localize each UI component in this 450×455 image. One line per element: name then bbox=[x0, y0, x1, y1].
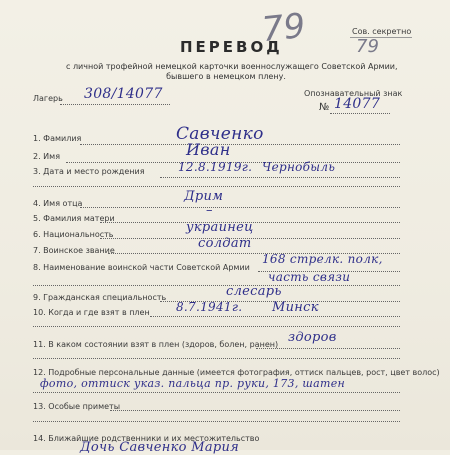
id-tag-value: 14077 bbox=[334, 96, 381, 112]
field-personal-data-value: фото, оттиск указ. пальца пр. руки, 173, шатен bbox=[40, 377, 346, 390]
id-tag-label: Опознавательный знак bbox=[304, 89, 403, 98]
field-unit-value-2: часть связи bbox=[268, 270, 351, 284]
field-birth-label: 3. Дата и место рождения bbox=[33, 167, 145, 176]
secrecy-mark: Сов. секретно bbox=[352, 27, 412, 36]
field-rank-label: 7. Воинское звание bbox=[33, 246, 115, 255]
pencil-corner-number: 79 bbox=[356, 36, 379, 57]
field-capture-rule bbox=[150, 316, 400, 317]
field-special-marks-rule bbox=[110, 410, 400, 411]
field-personal-data-rule bbox=[33, 392, 400, 393]
id-tag-rule bbox=[330, 113, 390, 114]
field-condition-label: 11. В каком состоянии взят в плен (здоров, болен, ранен) bbox=[33, 340, 279, 349]
field-father-rule bbox=[80, 207, 400, 208]
field-nationality-value: украинец bbox=[186, 220, 254, 235]
field-mother-value: – bbox=[206, 203, 213, 218]
field-special-marks-rule-2 bbox=[33, 421, 400, 422]
field-birth-date-value: 12.8.1919г. bbox=[178, 160, 253, 174]
camp-rule bbox=[60, 104, 170, 105]
field-birth-rule-2 bbox=[33, 186, 400, 187]
field-profession-label: 9. Гражданская специальность bbox=[33, 293, 167, 302]
field-father-value: Дрим bbox=[184, 189, 224, 204]
field-name-value: Иван bbox=[186, 140, 231, 159]
field-surname-label: 1. Фамилия bbox=[33, 134, 82, 143]
field-mother-label: 5. Фамилия матери bbox=[33, 214, 115, 223]
field-rank-value: солдат bbox=[198, 236, 252, 251]
field-capture-label: 10. Когда и где взят в плен bbox=[33, 308, 150, 317]
field-unit-value: 168 стрелк. полк, bbox=[262, 252, 383, 266]
page-title: ПЕРЕВОД bbox=[180, 38, 283, 56]
field-capture-place-value: Минск bbox=[272, 300, 319, 315]
field-name-label: 2. Имя bbox=[33, 152, 61, 161]
field-capture-rule-2 bbox=[33, 326, 400, 327]
pencil-number: 79 bbox=[260, 5, 308, 51]
camp-value: 308/14077 bbox=[84, 86, 163, 102]
field-birth-place-value: Чернобыль bbox=[262, 160, 336, 174]
field-unit-rule-2 bbox=[33, 285, 400, 286]
field-surname-value: Савченко bbox=[176, 124, 264, 144]
field-condition-rule-2 bbox=[33, 358, 400, 359]
field-unit-rule bbox=[258, 271, 400, 272]
field-relatives-value: Дочь Савченко Мария bbox=[80, 440, 240, 455]
camp-label: Лагерь bbox=[33, 94, 63, 103]
field-condition-rule bbox=[256, 348, 400, 349]
field-special-marks-label: 13. Особые приметы bbox=[33, 402, 121, 411]
field-capture-date-value: 8.7.1941г. bbox=[176, 300, 243, 314]
field-relatives-label: 14. Ближайшие родственники и их местожительство bbox=[33, 434, 260, 443]
field-surname-rule bbox=[80, 144, 400, 145]
field-nationality-label: 6. Национальность bbox=[33, 230, 114, 239]
field-father-label: 4. Имя отца bbox=[33, 199, 83, 208]
field-personal-data-label: 12. Подробные персональные данные (имеется фотография, оттиск пальцев, рост, цвет волос) bbox=[33, 368, 440, 377]
field-condition-value: здоров bbox=[288, 330, 337, 345]
field-unit-label: 8. Наименование воинской части Советской Армии bbox=[33, 263, 250, 272]
field-profession-value: слесарь bbox=[226, 284, 282, 299]
subtitle-line-2: бывшего в немецком плену. bbox=[166, 72, 286, 81]
field-birth-rule bbox=[160, 177, 400, 178]
id-tag-number-sign: № bbox=[319, 102, 330, 113]
subtitle-line-1: с личной трофейной немецкой карточки военнослужащего Советской Армии, bbox=[66, 62, 398, 71]
